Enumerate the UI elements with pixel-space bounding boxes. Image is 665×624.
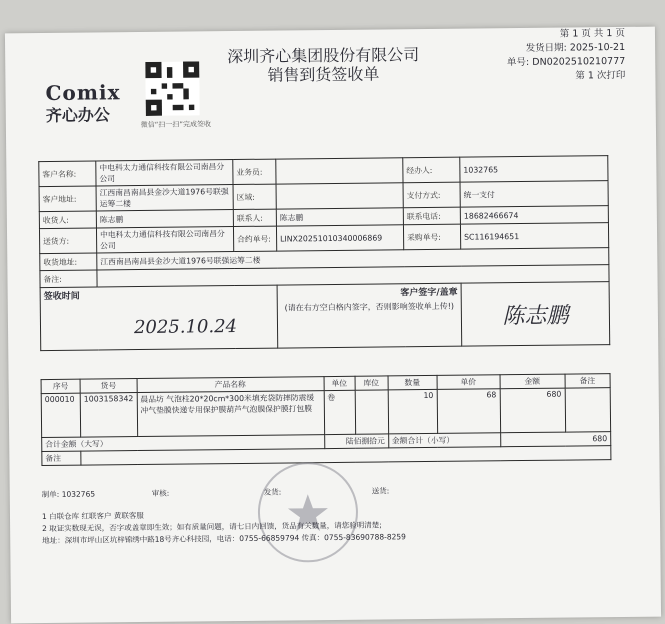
- items-table: [41, 373, 612, 466]
- recv-addr: 江西南昌南昌县金沙大道1976号联强运筹二楼: [97, 248, 609, 270]
- total-upper: 陆佰捌拾元: [324, 434, 388, 449]
- handler-label: 经办人:: [403, 157, 460, 183]
- recv-addr-label: 收货地址:: [40, 253, 97, 271]
- page-info: 第 1 页 共 1 页: [559, 27, 626, 40]
- row-location: [355, 390, 388, 434]
- company-logo: [45, 80, 120, 126]
- col-note: 备注: [565, 374, 611, 388]
- footer-notes: [42, 507, 406, 547]
- doc-meta: [507, 27, 626, 84]
- logo-en: Comix: [45, 80, 121, 105]
- col-sku: 货号: [80, 379, 137, 394]
- col-qty: 数量: [388, 375, 437, 390]
- sender-label: 送货:: [371, 486, 390, 496]
- company-name: 深圳齐心集团股份有限公司: [227, 45, 420, 67]
- issue-date: 2025-10-21: [569, 41, 626, 54]
- maker-label: 制单:: [41, 489, 60, 500]
- print-count: 第 1 次打印: [575, 69, 626, 82]
- region-label: 区域:: [233, 184, 276, 209]
- note-1: 1 白联仓库 红联客户 黄联客服: [41, 510, 144, 522]
- row-price: 68: [437, 389, 500, 434]
- remark-label: 备注:: [40, 270, 97, 288]
- phone-label: 联系电话:: [403, 207, 460, 225]
- qr-code-icon: [145, 61, 200, 116]
- customer-addr-label: 客户地址:: [39, 186, 96, 212]
- signature: 陈志鹏: [502, 303, 569, 329]
- salesman: [276, 158, 403, 184]
- customer-name-label: 客户名称:: [39, 161, 96, 187]
- row-note: [565, 388, 611, 432]
- row-sku: 1003158342: [80, 393, 137, 438]
- logo-cn: 齐心办公: [45, 105, 110, 125]
- signoff-time-cell: [40, 285, 278, 350]
- salesman-label: 业务员:: [233, 159, 276, 184]
- signoff-sign-label: 客户签字/盖章: [400, 287, 458, 299]
- contact-label: 联系人:: [233, 209, 276, 226]
- qr-caption: 微信“扫一扫”完成签收: [140, 120, 212, 130]
- auditor-label: 审核:: [151, 488, 170, 498]
- table-row: [41, 388, 610, 438]
- total-lower-label: 金额合计（小写）: [388, 433, 500, 448]
- row-qty: 10: [388, 389, 437, 434]
- payment-label: 支付方式:: [403, 182, 460, 208]
- contract: LINX20251010340006869: [276, 225, 403, 251]
- row-product: 晨品坊 气泡柱20*20cm*300米填充袋防摔防震缓冲气垫膜快递专用保护膜葫芦气泡膜保护膜打包膜: [137, 391, 324, 437]
- col-price: 单价: [437, 375, 500, 390]
- signoff-time-value: 2025.10.24: [133, 316, 238, 339]
- info-table: [38, 155, 610, 351]
- payment: 统一支付: [460, 181, 608, 208]
- row-unit: 卷: [324, 390, 355, 434]
- contact: 陈志鹏: [276, 208, 403, 226]
- document-sheet: [5, 27, 661, 624]
- po-label: 采购单号:: [403, 224, 460, 250]
- col-unit: 单位: [324, 376, 355, 390]
- footer-address: 地址：深圳市坪山区坑梓锦绣中路18号齐心科技园，电话：0755-66859794 传真：0755-83690788-8259: [42, 532, 406, 546]
- signoff-instruction-cell: [277, 283, 462, 348]
- region: [276, 183, 403, 209]
- total-lower: 680: [500, 432, 611, 447]
- signoff-sign-note: (请在右方空白格内签字，否则影响签收单上传!): [284, 301, 455, 313]
- col-seq: 序号: [41, 379, 80, 393]
- po: SC116194651: [460, 223, 608, 250]
- contract-label: 合约单号:: [233, 226, 276, 251]
- customer-name: 中电科太力通信科技有限公司南昌分公司: [96, 160, 233, 186]
- row-seq: 000010: [41, 393, 80, 437]
- signoff-time-label: 签收时间: [43, 291, 80, 303]
- ship-to-label: 送货方:: [39, 228, 96, 254]
- order-no: DN0202510210777: [532, 55, 626, 68]
- title-block: [227, 45, 419, 85]
- row-amount: 680: [500, 388, 565, 433]
- signature-cell: [461, 282, 610, 347]
- handler: 1032765: [460, 156, 608, 183]
- phone: 18682466674: [460, 206, 608, 225]
- approver-label: 发货:: [263, 487, 282, 497]
- maker: 1032765: [61, 489, 96, 499]
- col-location: 库位: [355, 376, 388, 390]
- note-2: 2 取证实数现无误，否字或盖章即生效；如有质量问题，请七日内回馈，货品有关数量，请您验明清楚;: [42, 520, 382, 534]
- receiver-label: 收货人:: [39, 211, 96, 229]
- col-amount: 金额: [500, 374, 565, 389]
- customer-addr: 江西南昌南昌县金沙大道1976号联强运筹二楼: [96, 185, 233, 211]
- doc-title: 销售到货签收单: [267, 64, 380, 85]
- order-no-label: 单号:: [506, 56, 530, 69]
- ship-to: 中电科太力通信科技有限公司南昌分公司: [96, 227, 233, 253]
- total-upper-label: 合计金额（大写）: [42, 435, 325, 452]
- col-product: 产品名称: [137, 377, 324, 393]
- items-remark-label: 备注: [42, 451, 81, 465]
- receiver: 陈志鹏: [96, 210, 233, 228]
- issue-date-label: 发货日期:: [525, 42, 567, 54]
